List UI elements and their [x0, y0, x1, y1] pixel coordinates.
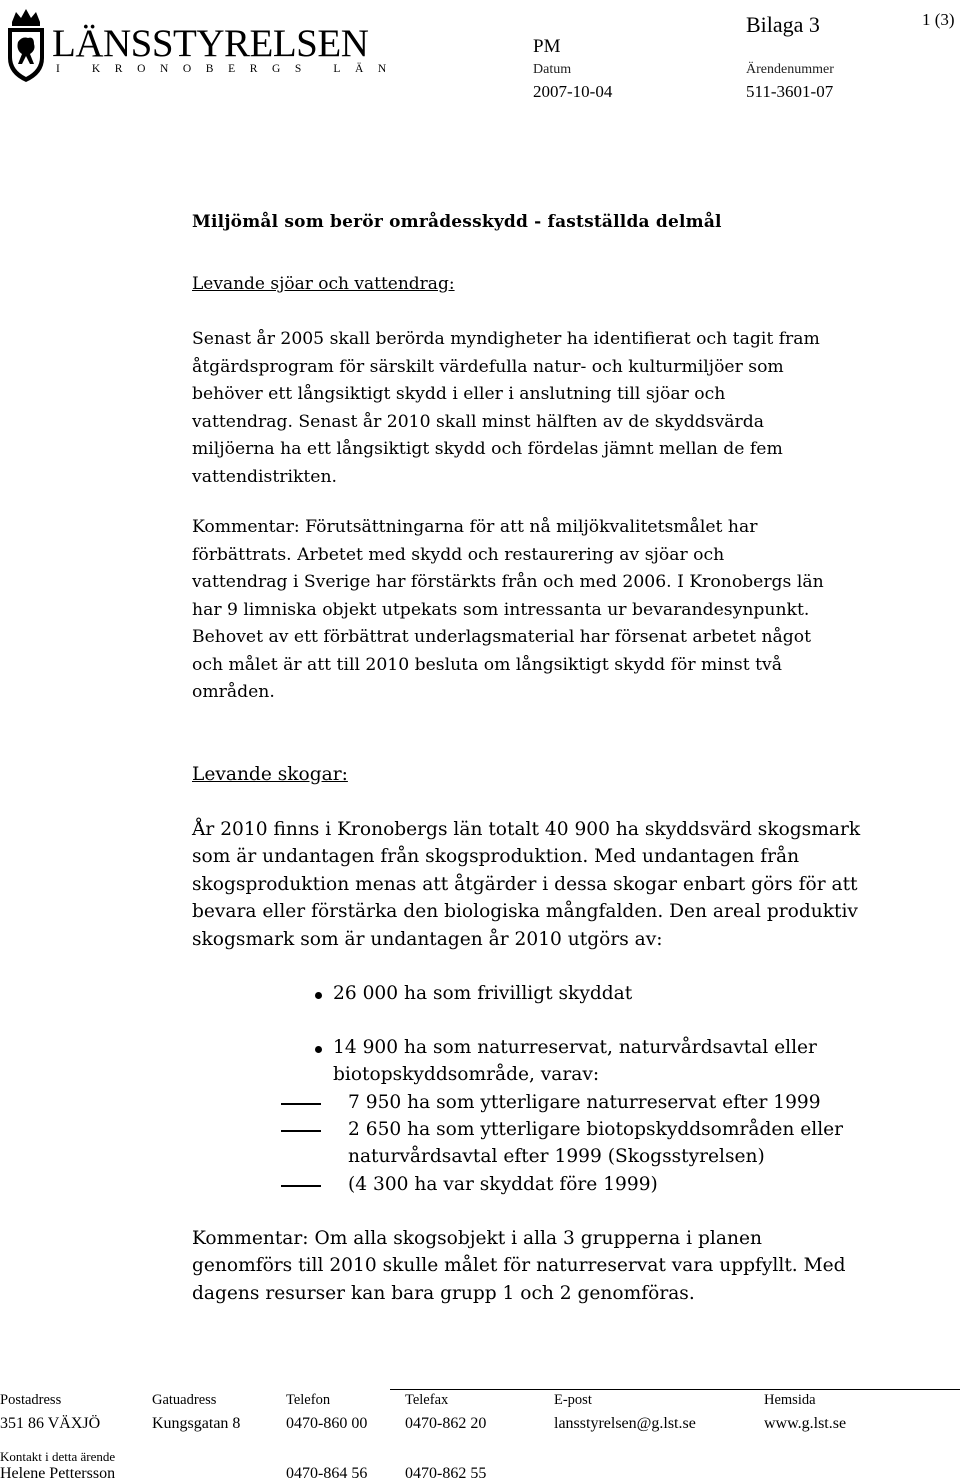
date-label: Datum	[533, 62, 572, 77]
section-forests-paragraph	[192, 816, 892, 953]
section-lakes-comment	[192, 514, 892, 707]
footer-street-address: Kungsgatan 8	[152, 1415, 241, 1432]
footer-website-link[interactable]: www.g.lst.se	[764, 1415, 847, 1432]
text-line: behöver ett långsiktigt skydd i eller i anslutning till sjöar och	[192, 384, 726, 404]
dash-icon	[281, 1103, 321, 1105]
dash-icon	[281, 1185, 321, 1187]
text-line: skogsmark som är undantagen år 2010 utgörs av:	[192, 928, 663, 950]
footer-label-street: Gatuadress	[152, 1392, 217, 1408]
case-label: Ärendenummer	[746, 62, 834, 77]
text-line: bevara eller förstärka den biologiska mångfalden. Den areal produktiv	[192, 901, 858, 923]
footer-postal-address: 351 86 VÄXJÖ	[0, 1415, 101, 1432]
attachment-label: Bilaga 3	[746, 12, 820, 37]
footer-label-phone: Telefon	[286, 1392, 331, 1408]
section-forests-comment	[192, 1225, 892, 1307]
footer-email-link[interactable]: lansstyrelsen@g.lst.se	[554, 1415, 696, 1432]
doc-type: PM	[533, 36, 561, 57]
text-line: vattendistrikten.	[192, 466, 337, 487]
text-line: Senast år 2005 skall berörda myndigheter ha identifierat och tagit fram	[192, 329, 820, 349]
text-line: Behovet av ett förbättrat underlagsmaterial har försenat arbetet något	[192, 627, 812, 647]
text-line: miljöerna ha ett långsiktigt skydd och fördelas jämnt mellan de fem	[192, 439, 783, 459]
section-lakes-paragraph	[192, 326, 892, 491]
text-line: År 2010 finns i Kronobergs län totalt 40 900 ha skyddsvärd skogsmark	[192, 819, 861, 840]
section-heading-forests: Levande skogar:	[192, 764, 348, 785]
list-item: 26 000 ha som frivilligt skyddat	[333, 983, 633, 1004]
section-heading-lakes: Levande sjöar och vattendrag:	[192, 274, 455, 294]
list-item: 7 950 ha som ytterligare naturreservat efter 1999	[348, 1092, 821, 1113]
text-line: åtgärdsprogram för särskilt värdefulla natur- och kulturmiljöer som	[192, 356, 784, 377]
text-line: Kommentar: Om alla skogsobjekt i alla 3 grupperna i planen	[192, 1228, 762, 1249]
footer-contact-label: Kontakt i detta ärende	[0, 1449, 116, 1464]
page-title: Miljömål som berör områdesskydd - fastställda delmål	[192, 212, 722, 232]
bullet-icon	[315, 992, 322, 999]
text-line: som är undantagen från skogsproduktion. Med undantagen från	[192, 846, 800, 868]
bullet-icon	[315, 1046, 322, 1053]
text-line: skogsproduktion menas att åtgärder i dessa skogar enbart görs för att	[192, 873, 858, 895]
footer-fax: 0470-862 20	[405, 1415, 487, 1432]
footer-phone: 0470-860 00	[286, 1415, 368, 1432]
dash-icon	[281, 1130, 321, 1132]
crest-logo-icon	[4, 6, 48, 84]
footer-divider	[390, 1389, 960, 1390]
text-line: Kommentar: Förutsättningarna för att nå miljökvalitetsmålet har	[192, 517, 758, 537]
org-subtitle: I KRONOBERGS LÄN	[56, 63, 401, 75]
date-value: 2007-10-04	[533, 82, 613, 101]
text-line: vattendrag i Sverige har förstärkts från och med 2006. I Kronobergs län	[192, 572, 824, 592]
footer-label-website: Hemsida	[764, 1392, 816, 1408]
footer-label-email: E-post	[554, 1392, 592, 1408]
footer-contact-fax: 0470-862 55	[405, 1465, 487, 1482]
footer-contact-name: Helene Pettersson	[0, 1465, 116, 1482]
text-line: vattendrag. Senast år 2010 skall minst hälften av de skyddsvärda	[192, 411, 765, 432]
text-line: genomförs till 2010 skulle målet för naturreservat vara uppfyllt. Med	[192, 1255, 846, 1277]
text-line: förbättrats. Arbetet med skydd och restaurering av sjöar och	[192, 544, 725, 565]
text-line: har 9 limniska objekt utpekats som intressanta ur bevarandesynpunkt.	[192, 599, 810, 620]
list-item: (4 300 ha var skyddat före 1999)	[348, 1174, 658, 1195]
list-item: 2 650 ha som ytterligare biotopskyddsområden eller naturvårdsavtal efter 1999 (Skogsstyrelsen)	[348, 1119, 844, 1168]
text-line: dagens resurser kan bara grupp 1 och 2 genomföras.	[192, 1282, 695, 1304]
list-item: 14 900 ha som naturreservat, naturvårdsavtal eller biotopskyddsområde, varav:	[333, 1037, 817, 1086]
case-value: 511-3601-07	[746, 82, 834, 101]
footer-label-postal: Postadress	[0, 1392, 62, 1408]
footer-contact-phone: 0470-864 56	[286, 1465, 368, 1482]
text-line: områden.	[192, 682, 275, 702]
text-line: och målet är att till 2010 besluta om långsiktigt skydd för minst två	[192, 654, 782, 675]
footer-label-fax: Telefax	[405, 1392, 449, 1408]
org-name: LÄNSSTYRELSEN	[52, 22, 369, 65]
page-number: 1 (3)	[922, 10, 955, 29]
